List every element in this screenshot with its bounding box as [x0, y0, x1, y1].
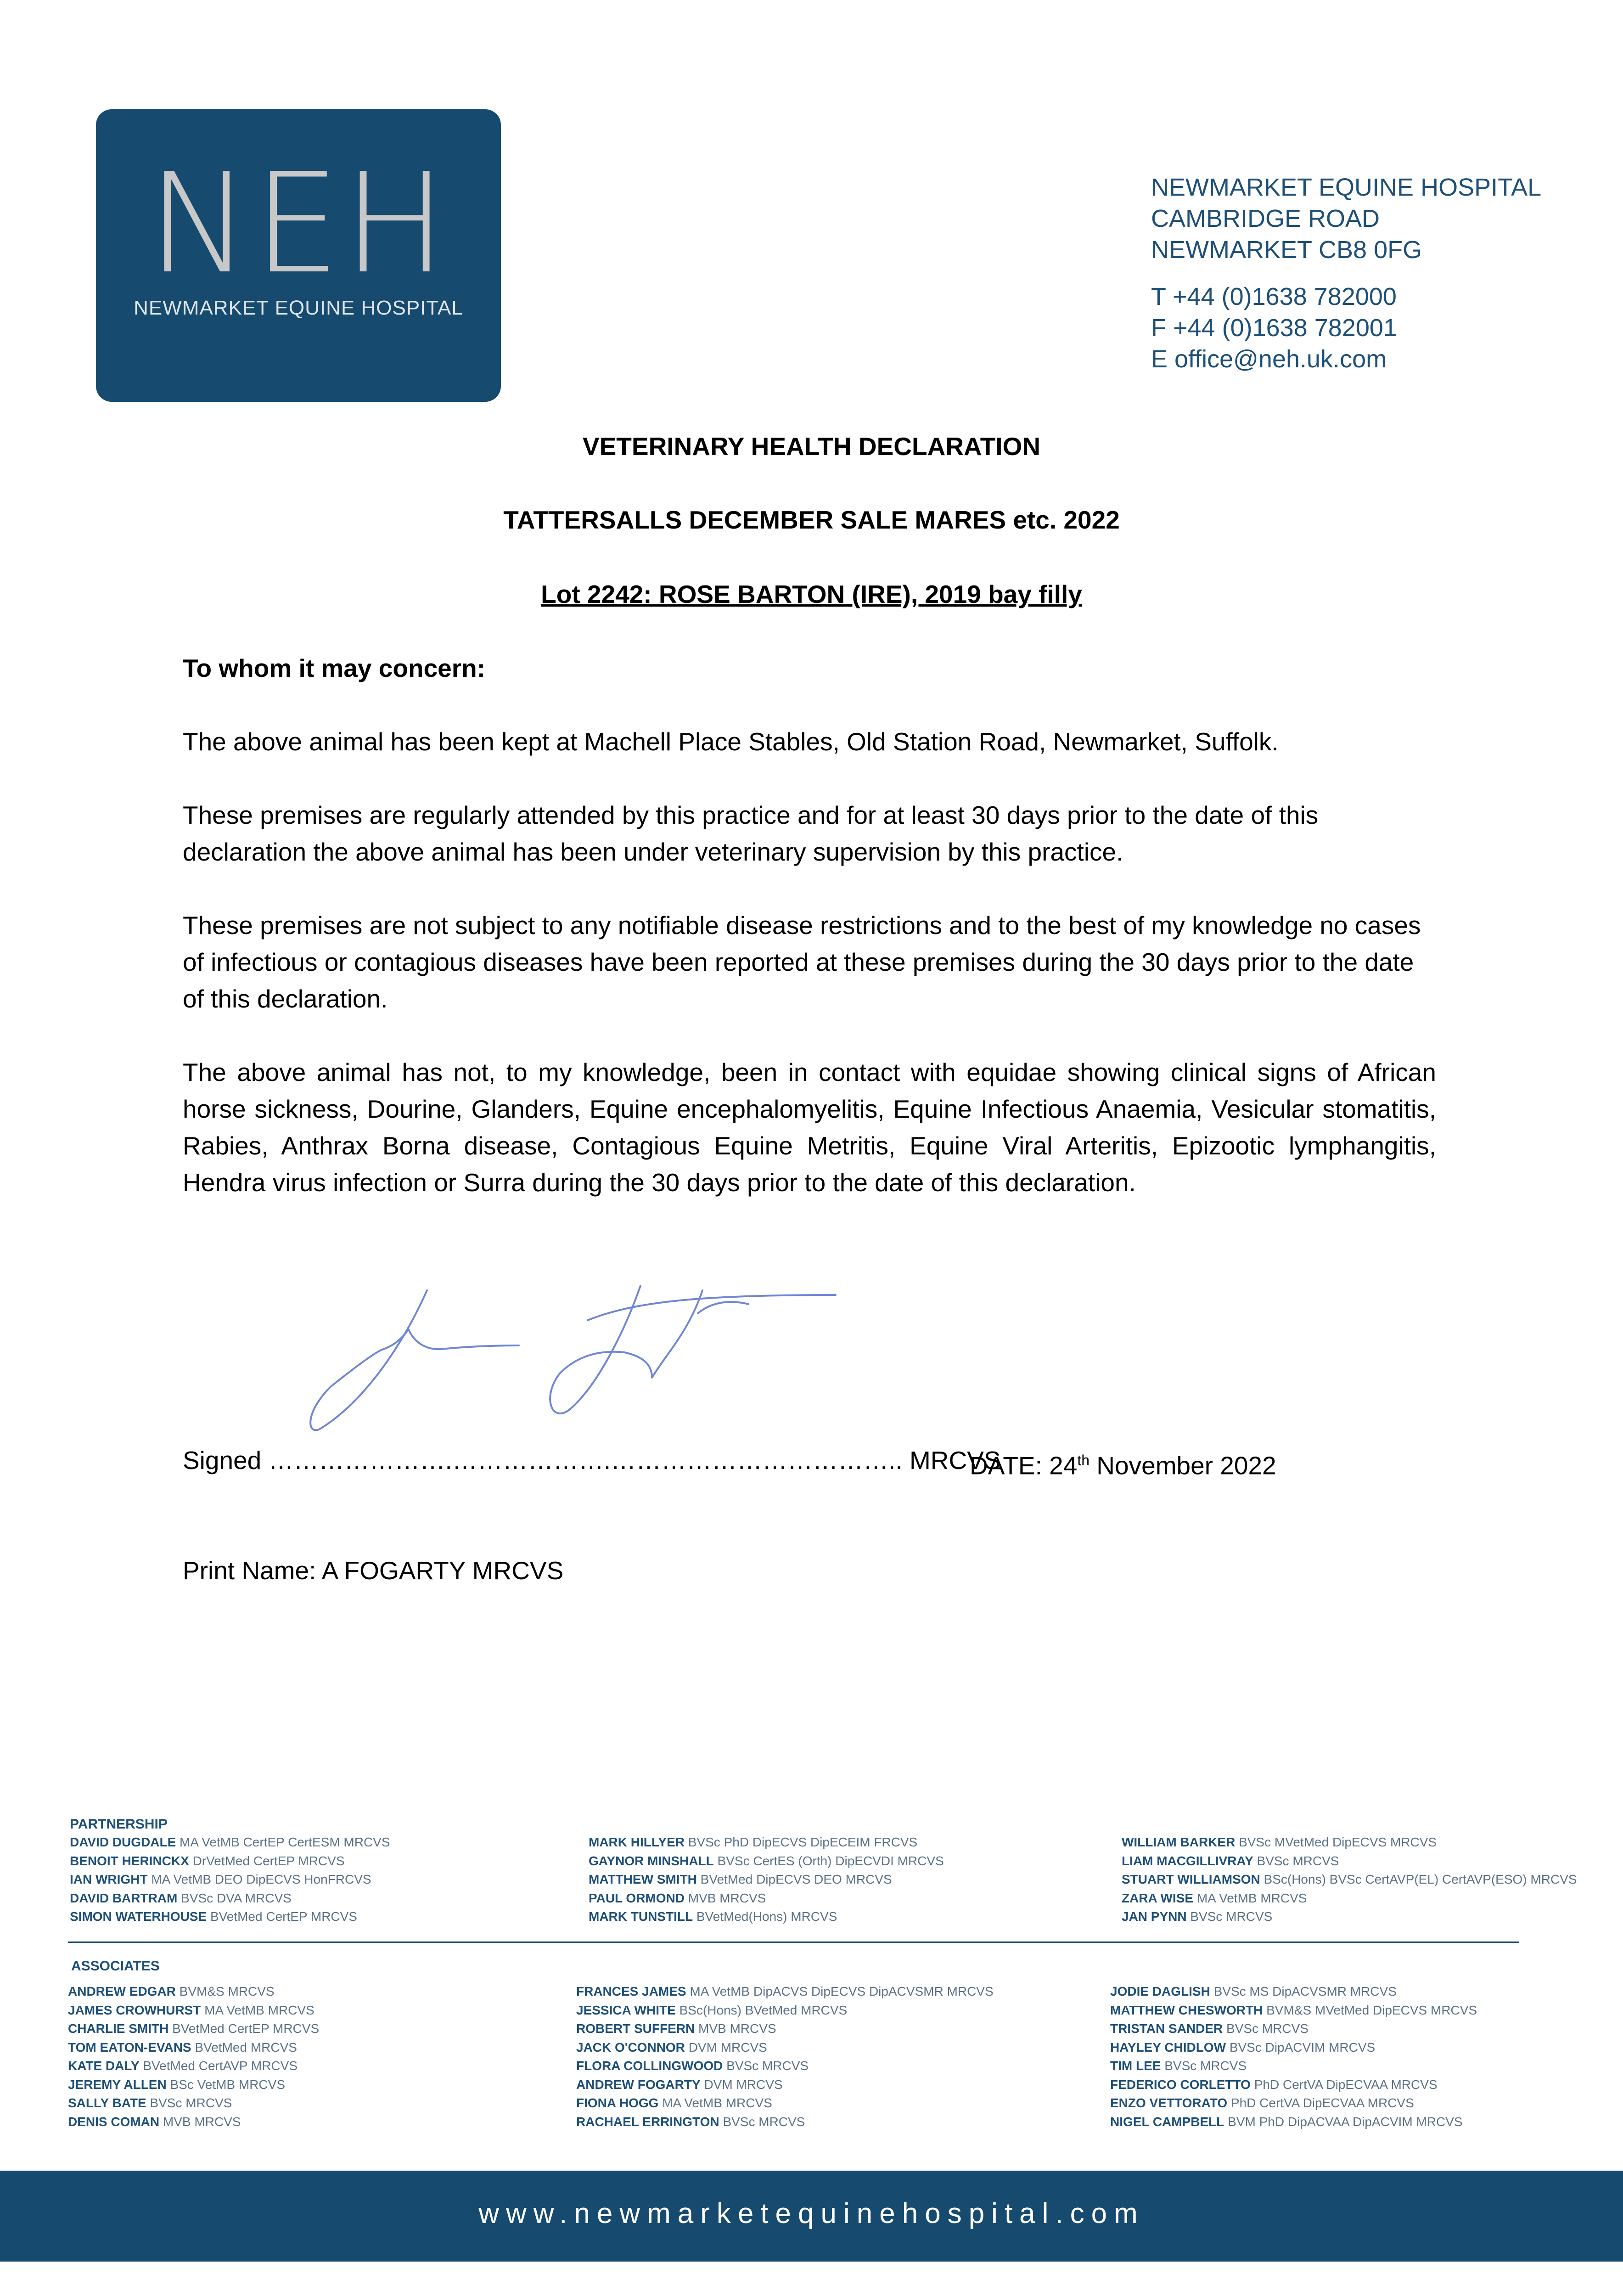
staff-name: DENIS COMAN [68, 2114, 160, 2129]
address-line-3: NEWMARKET CB8 0FG [1151, 236, 1422, 264]
staff-name: RACHAEL ERRINGTON [576, 2114, 719, 2129]
staff-qualifications: PhD CertVA DipECVAA MRCVS [1254, 2077, 1438, 2092]
staff-entry [1122, 1889, 1577, 1908]
date-field [970, 1442, 1276, 1484]
staff-qualifications: BVetMed CertAVP MRCVS [143, 2059, 298, 2073]
staff-name: JODIE DAGLISH [1110, 1984, 1210, 1998]
staff-name: TIM LEE [1110, 2059, 1161, 2073]
lot-title [0, 580, 1623, 609]
staff-entry [576, 2001, 994, 2020]
staff-entry [70, 1870, 390, 1889]
paragraph-supervision: These premises are regularly attended by this practice and for at least 30 days prior to the date of this declaration the above animal has been under veterinary supervision by this practice. [183, 801, 1319, 866]
staff-name: ANDREW EDGAR [68, 1984, 176, 1998]
staff-name: NIGEL CAMPBELL [1110, 2114, 1224, 2129]
staff-entry [68, 2038, 319, 2057]
staff-entry [70, 1852, 390, 1871]
staff-entry [1110, 2001, 1477, 2020]
staff-name: TOM EATON-EVANS [68, 2040, 191, 2054]
staff-entry [1110, 1982, 1477, 2001]
staff-qualifications: MVB MRCVS [163, 2114, 241, 2129]
salutation: To whom it may concern: [183, 654, 486, 682]
staff-entry [576, 2094, 994, 2113]
lot-title-text: Lot 2242: ROSE BARTON (IRE), 2019 bay filly [541, 580, 1082, 608]
staff-entry [589, 1889, 944, 1908]
staff-name: ROBERT SUFFERN [576, 2021, 695, 2036]
staff-name: SIMON WATERHOUSE [70, 1909, 207, 1924]
date-suffix: th [1077, 1452, 1090, 1469]
staff-entry [1122, 1852, 1577, 1871]
associate-column-1 [68, 1982, 319, 2131]
staff-name: ZARA WISE [1122, 1891, 1194, 1905]
address-line-2: CAMBRIDGE ROAD [1151, 205, 1380, 232]
staff-entry [1122, 1833, 1577, 1852]
staff-entry [1110, 2113, 1477, 2132]
staff-qualifications: BVSc MRCVS [1257, 1853, 1339, 1868]
staff-qualifications: BVetMed DipECVS DEO MRCVS [700, 1872, 892, 1886]
staff-name: JESSICA WHITE [576, 2003, 676, 2017]
staff-entry [70, 1908, 390, 1926]
staff-qualifications: BVSc MRCVS [726, 2059, 809, 2073]
staff-entry [576, 2020, 994, 2038]
staff-entry [68, 2076, 319, 2094]
paragraph-kept-at: The above animal has been kept at Machell Place Stables, Old Station Road, Newmarket, Suffolk. [183, 727, 1279, 756]
staff-name: CHARLIE SMITH [68, 2021, 169, 2036]
partner-column-3 [1122, 1833, 1577, 1926]
date-label: DATE: 24 [970, 1451, 1078, 1480]
staff-name: FRANCES JAMES [576, 1984, 686, 1998]
staff-qualifications: BVetMed MRCVS [195, 2040, 297, 2054]
partnership-heading: PARTNERSHIP [70, 1817, 168, 1832]
staff-qualifications: BVSc DVA MRCVS [181, 1891, 292, 1905]
staff-qualifications: BVSc MRCVS [1190, 1909, 1273, 1924]
staff-qualifications: DrVetMed CertEP MRCVS [192, 1853, 345, 1868]
staff-qualifications: BVetMed CertEP MRCVS [210, 1909, 357, 1924]
staff-name: MARK TUNSTILL [589, 1909, 693, 1924]
staff-qualifications: BVSc CertES (Orth) DipECVDI MRCVS [717, 1853, 944, 1868]
staff-qualifications: MA VetMB MRCVS [662, 2096, 772, 2110]
staff-entry [70, 1833, 390, 1852]
staff-qualifications: MA VetMB MRCVS [204, 2003, 314, 2017]
address-block [1151, 172, 1541, 375]
staff-entry [68, 2113, 319, 2132]
print-name: Print Name: A FOGARTY MRCVS [183, 1556, 564, 1585]
staff-name: FLORA COLLINGWOOD [576, 2059, 723, 2073]
staff-entry [1110, 2094, 1477, 2113]
address-line-1: NEWMARKET EQUINE HOSPITAL [1151, 174, 1542, 201]
staff-qualifications: BVSc MVetMed DipECVS MRCVS [1239, 1835, 1437, 1849]
staff-entry [68, 2057, 319, 2076]
staff-name: STUART WILLIAMSON [1122, 1872, 1260, 1886]
hospital-logo [96, 109, 501, 402]
email: E office@neh.uk.com [1151, 345, 1387, 373]
staff-entry [70, 1889, 390, 1908]
staff-entry [1110, 2076, 1477, 2094]
staff-name: BENOIT HERINCKX [70, 1853, 189, 1868]
staff-qualifications: BVM&S MRCVS [179, 1984, 275, 1998]
staff-qualifications: DVM MRCVS [688, 2040, 767, 2054]
staff-entry [1122, 1908, 1577, 1926]
staff-entry [68, 2020, 319, 2038]
staff-qualifications: MVB MRCVS [688, 1891, 766, 1905]
staff-name: FEDERICO CORLETTO [1110, 2077, 1251, 2092]
staff-entry [1110, 2020, 1477, 2038]
staff-name: JACK O'CONNOR [576, 2040, 685, 2054]
staff-qualifications: BVM&S MVetMed DipECVS MRCVS [1266, 2003, 1477, 2017]
staff-qualifications: BVSc PhD DipECVS DipECEIM FRCVS [688, 1835, 918, 1849]
staff-qualifications: BVSc MRCVS [723, 2114, 805, 2129]
staff-entry [576, 2113, 994, 2132]
staff-qualifications: BVSc MRCVS [150, 2096, 232, 2110]
logo-mark: NEH [147, 144, 449, 304]
staff-qualifications: DVM MRCVS [704, 2077, 783, 2092]
staff-name: LIAM MACGILLIVRAY [1122, 1853, 1253, 1868]
staff-name: WILLIAM BARKER [1122, 1835, 1236, 1849]
staff-entry [576, 2057, 994, 2076]
staff-qualifications: MVB MRCVS [698, 2021, 776, 2036]
staff-name: PAUL ORMOND [589, 1891, 685, 1905]
staff-entry [589, 1852, 944, 1871]
staff-qualifications: MA VetMB CertEP CertESM MRCVS [180, 1835, 390, 1849]
footer-divider [68, 1941, 1519, 1943]
website-url[interactable]: www.newmarketequinehospital.com [478, 2198, 1145, 2229]
fax: F +44 (0)1638 782001 [1151, 314, 1397, 342]
signature-dots: ………………….……………….…………………………….. MRCVS [268, 1446, 1001, 1474]
sale-title: TATTERSALLS DECEMBER SALE MARES etc. 2022 [503, 506, 1120, 534]
staff-qualifications: BSc(Hons) BVetMed MRCVS [679, 2003, 848, 2017]
telephone: T +44 (0)1638 782000 [1151, 283, 1397, 310]
staff-name: DAVID BARTRAM [70, 1891, 178, 1905]
staff-name: TRISTAN SANDER [1110, 2021, 1223, 2036]
staff-name: JAN PYNN [1122, 1909, 1187, 1924]
staff-name: MATTHEW SMITH [589, 1872, 697, 1886]
staff-name: KATE DALY [68, 2059, 140, 2073]
staff-entry [589, 1870, 944, 1889]
staff-qualifications: BVetMed CertEP MRCVS [172, 2021, 320, 2036]
staff-qualifications: BVetMed(Hons) MRCVS [696, 1909, 837, 1924]
staff-qualifications: PhD CertVA DipECVAA MRCVS [1230, 2096, 1414, 2110]
staff-qualifications: MA VetMB MRCVS [1196, 1891, 1307, 1905]
staff-entry [589, 1833, 944, 1852]
handwritten-signature [303, 1277, 854, 1433]
staff-name: SALLY BATE [68, 2096, 146, 2110]
staff-name: HAYLEY CHIDLOW [1110, 2040, 1226, 2054]
staff-qualifications: BSc VetMB MRCVS [170, 2077, 285, 2092]
staff-entry [576, 2076, 994, 2094]
staff-qualifications: BVSc MRCVS [1226, 2021, 1309, 2036]
paragraph-diseases: The above animal has not, to my knowledge, been in contact with equidae showing clinical signs of African horse sickness, Dourine, Glanders, Equine encephalomyelitis, Equine Infectious Anaemia, Vesicular stomatitis, Rabies, Anthrax Borna disease, Contagious Equine Metritis, Equine Viral Arteritis, Epizootic lymphangitis, Hendra virus infection or Surra during the 30 days prior to the date of this declaration. [183, 1058, 1436, 1197]
staff-qualifications: MA VetMB DEO DipECVS HonFRCVS [151, 1872, 371, 1886]
date-value: November 2022 [1089, 1451, 1276, 1480]
staff-entry [1110, 2057, 1477, 2076]
staff-entry [1122, 1870, 1577, 1889]
associate-column-2 [576, 1982, 994, 2131]
staff-entry [1110, 2038, 1477, 2057]
associates-heading: ASSOCIATES [71, 1958, 160, 1974]
staff-qualifications: BVSc MS DipACVSMR MRCVS [1213, 1984, 1397, 1998]
staff-qualifications: BVM PhD DipACVAA DipACVIM MRCVS [1228, 2114, 1463, 2129]
staff-name: ENZO VETTORATO [1110, 2096, 1228, 2110]
staff-entry [576, 2038, 994, 2057]
logo-subtitle: NEWMARKET EQUINE HOSPITAL [134, 297, 463, 319]
staff-qualifications: BSc(Hons) BVSc CertAVP(EL) CertAVP(ESO) MRCVS [1264, 1872, 1577, 1886]
staff-name: IAN WRIGHT [70, 1872, 148, 1886]
staff-name: JAMES CROWHURST [68, 2003, 201, 2017]
partner-column-2 [589, 1833, 944, 1926]
staff-entry [68, 2094, 319, 2113]
website-bar [0, 2171, 1623, 2262]
document-title: VETERINARY HEALTH DECLARATION [582, 432, 1041, 461]
staff-name: DAVID DUGDALE [70, 1835, 176, 1849]
staff-qualifications: MA VetMB DipACVS DipECVS DipACVSMR MRCVS [690, 1984, 994, 1998]
staff-name: MARK HILLYER [589, 1835, 685, 1849]
staff-name: MATTHEW CHESWORTH [1110, 2003, 1263, 2017]
associate-column-3 [1110, 1982, 1477, 2131]
paragraph-premises: These premises are not subject to any notifiable disease restrictions and to the best of my knowledge no cases of infectious or contagious diseases have been reported at these premises during the 30 days prior to the date of this declaration. [183, 911, 1421, 1013]
staff-name: FIONA HOGG [576, 2096, 659, 2110]
staff-name: JEREMY ALLEN [68, 2077, 167, 2092]
partner-column-1 [70, 1833, 390, 1926]
signed-label: Signed [183, 1446, 262, 1474]
staff-entry [68, 2001, 319, 2020]
staff-qualifications: BVSc MRCVS [1164, 2059, 1247, 2073]
staff-name: GAYNOR MINSHALL [589, 1853, 714, 1868]
staff-entry [68, 1982, 319, 2001]
staff-entry [589, 1908, 944, 1926]
staff-name: ANDREW FOGARTY [576, 2077, 701, 2092]
staff-entry [576, 1982, 994, 2001]
staff-qualifications: BVSc DipACVIM MRCVS [1229, 2040, 1376, 2054]
